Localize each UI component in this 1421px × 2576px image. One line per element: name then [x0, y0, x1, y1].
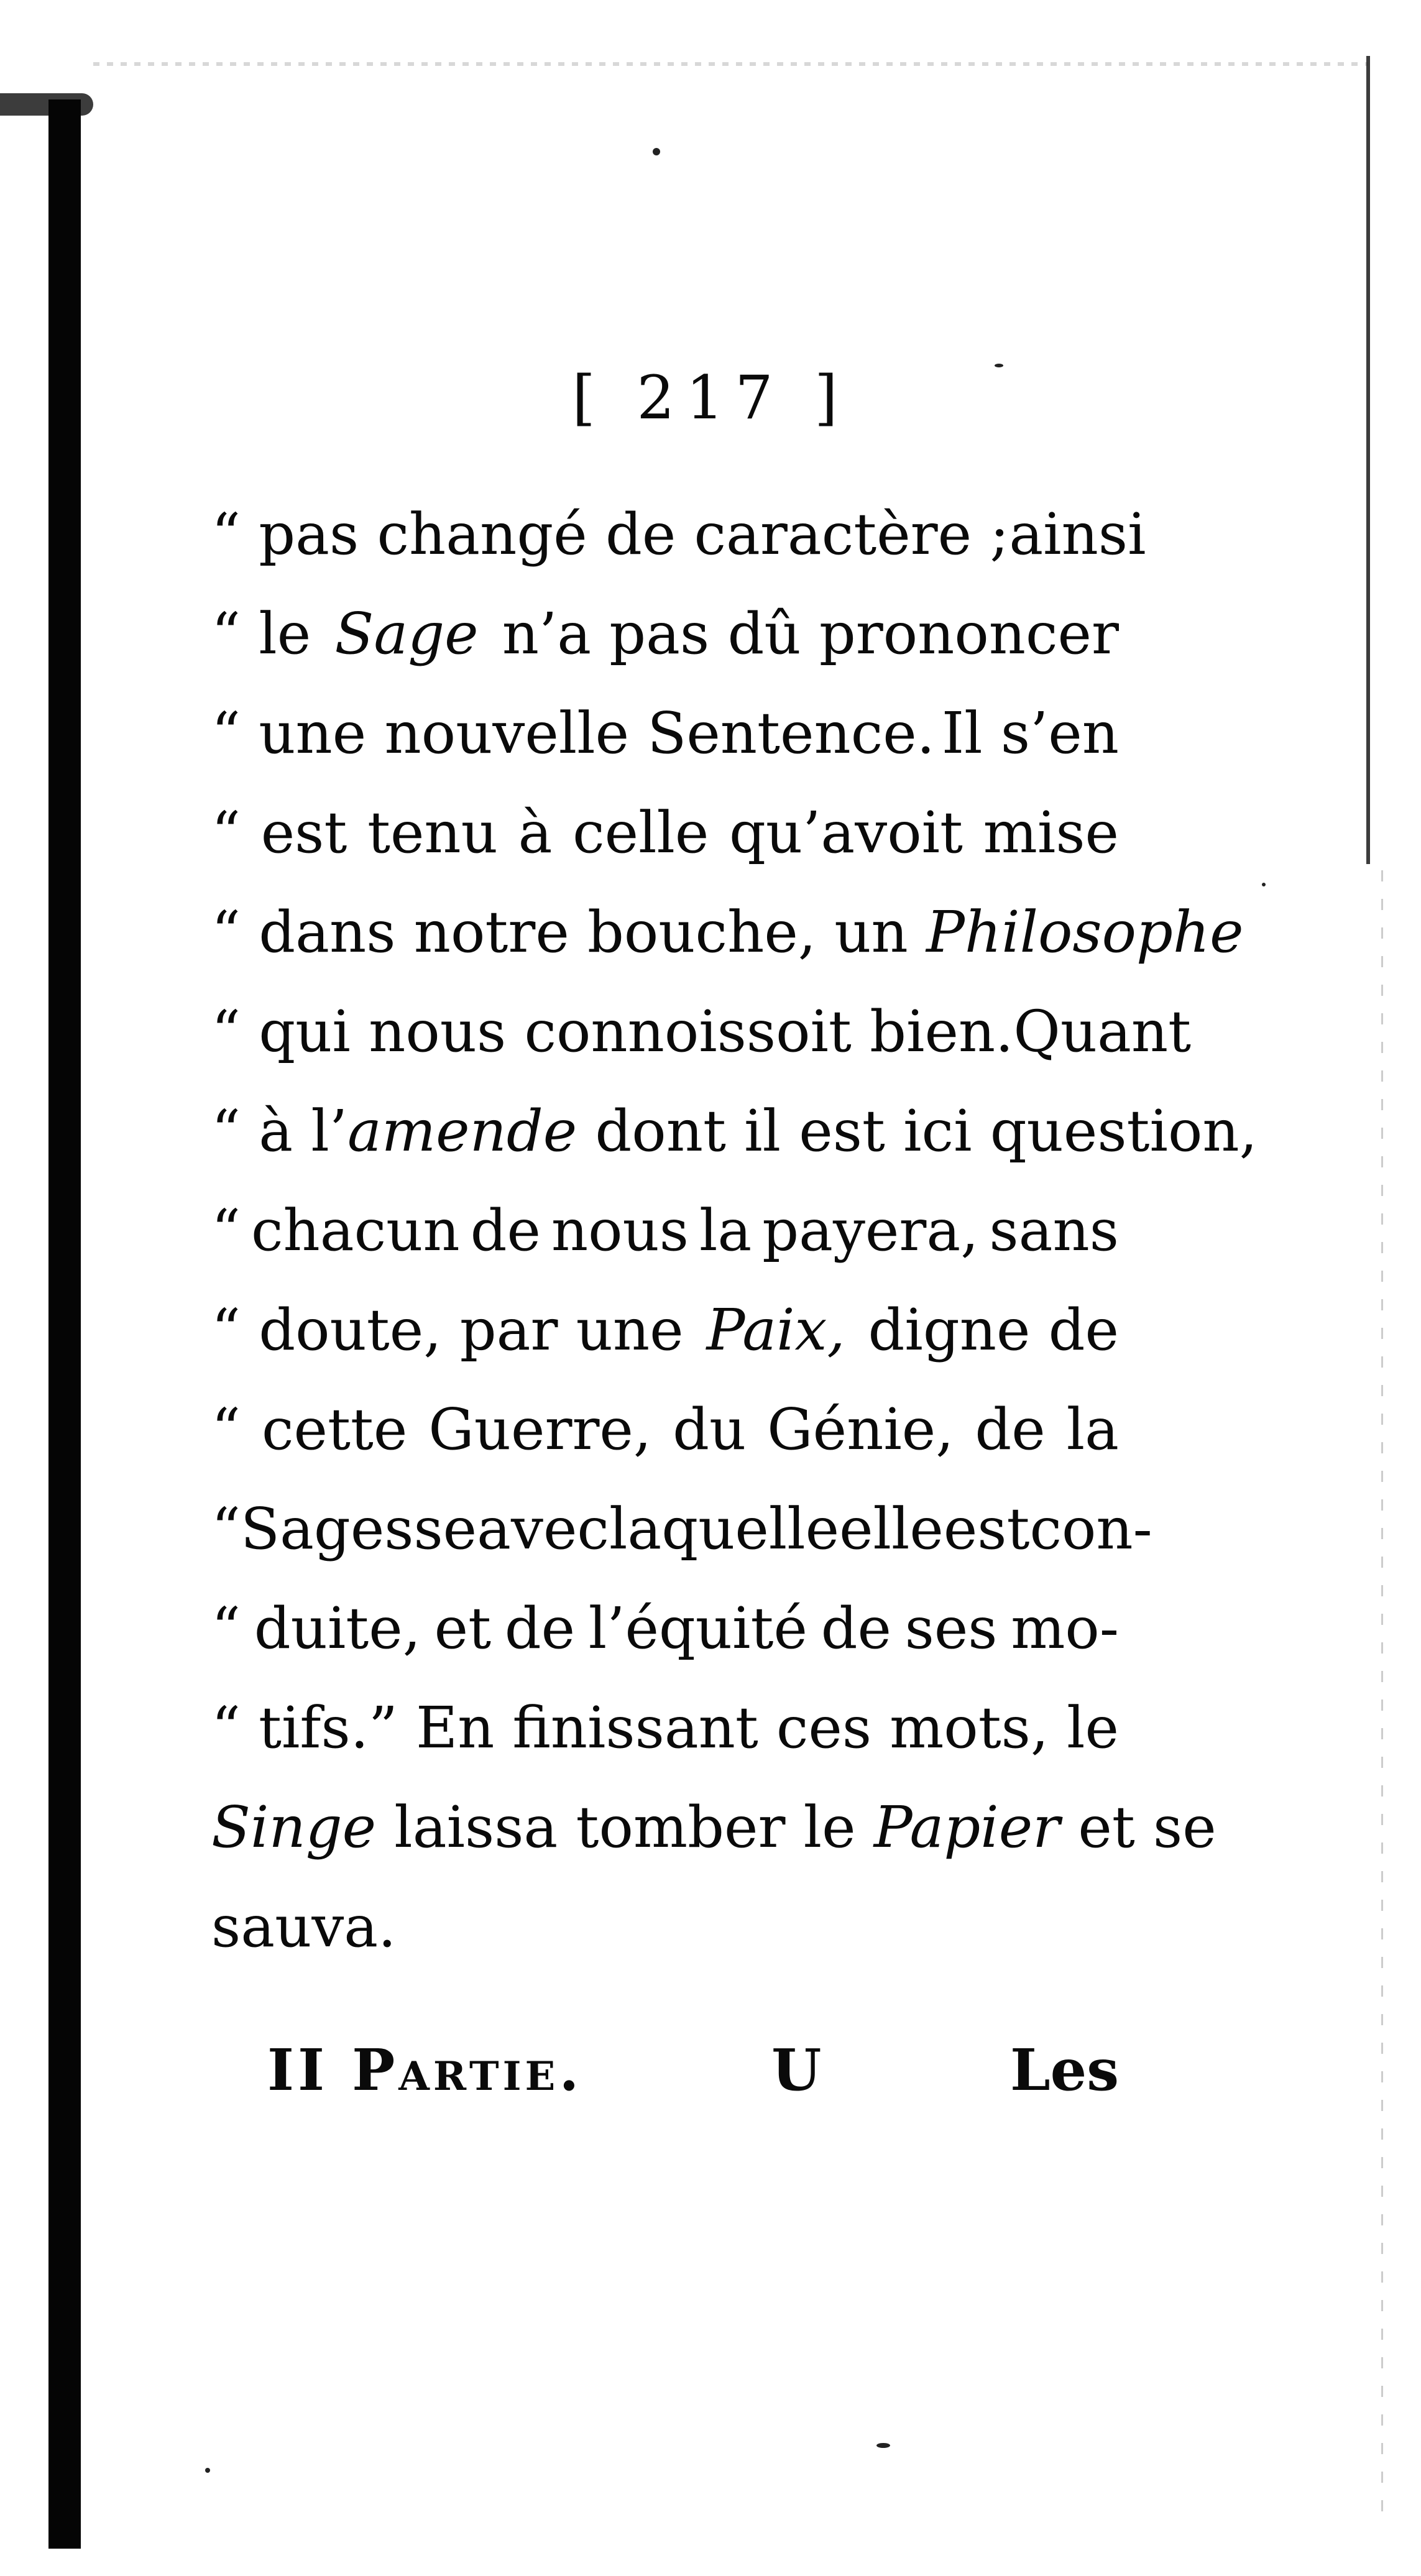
text-segment: [211, 1579, 1119, 1678]
word: cette: [261, 1396, 408, 1463]
word: “: [211, 1595, 241, 1662]
word: Sagesse: [241, 1496, 477, 1562]
word: “: [211, 1396, 241, 1463]
word: “: [211, 1197, 241, 1264]
text-segment: laissa tomber le: [376, 1794, 874, 1861]
word: la: [699, 1197, 752, 1264]
italic-word: amende: [347, 1098, 577, 1164]
text-segment: sauva.: [211, 1893, 397, 1960]
italic-word: Papier: [873, 1794, 1060, 1861]
word: tifs.”: [259, 1695, 398, 1761]
text-line: [211, 1579, 1119, 1678]
text-line: [211, 1181, 1119, 1281]
text-line: [211, 1678, 1119, 1778]
binding-shadow-bar: [48, 99, 81, 2549]
text-line: [211, 982, 1192, 1082]
text-line: [211, 1877, 1119, 1977]
scan-speck: [876, 2443, 890, 2448]
word: qu’avoit: [729, 799, 963, 866]
word: ces: [776, 1695, 872, 1761]
word: “: [211, 799, 241, 866]
text-segment: dont il est ici question,: [577, 1098, 1258, 1164]
word: mo-: [1011, 1595, 1119, 1662]
page-number: [ 217 ]: [572, 363, 849, 433]
text-segment: et se: [1060, 1794, 1216, 1861]
page-top-edge: [93, 62, 1368, 66]
text-segment: Quant: [1013, 998, 1192, 1065]
word: finissant: [512, 1695, 758, 1761]
word: tenu: [367, 799, 498, 866]
text-segment: “ dans notre bouche, un: [211, 899, 926, 965]
word: ses: [904, 1595, 998, 1662]
word: celle: [573, 799, 709, 866]
text-line: [211, 1380, 1119, 1479]
text-segment: n’a pas dû prononcer: [484, 600, 1119, 667]
footer-section-label: II Partie.: [267, 2036, 583, 2104]
text-segment: “ à l’: [211, 1098, 348, 1164]
scan-speck: [205, 2468, 210, 2473]
word: Génie,: [767, 1396, 954, 1463]
word: laquelle: [609, 1496, 840, 1562]
word: En: [415, 1695, 495, 1761]
word: chacun: [251, 1197, 460, 1264]
word: Guerre,: [428, 1396, 652, 1463]
word: l’équité: [588, 1595, 807, 1662]
scan-speck: [653, 148, 660, 155]
page-right-edge-lower: [1381, 870, 1383, 2518]
text-segment: [211, 1678, 1119, 1778]
italic-word: Philosophe: [926, 899, 1244, 965]
word: elle: [839, 1496, 944, 1562]
page-footer: [267, 2033, 1119, 2107]
text-line: [211, 1281, 1119, 1380]
word: mots,: [890, 1695, 1049, 1761]
word: le: [1067, 1695, 1119, 1761]
word: payera,: [762, 1197, 979, 1264]
word: sans: [989, 1197, 1119, 1264]
body-text: [211, 485, 1258, 1977]
text-segment: digne de: [850, 1297, 1119, 1363]
text-line: [211, 584, 1119, 684]
word: du: [673, 1396, 747, 1463]
text-segment: “ doute, par une: [211, 1297, 702, 1363]
text-line: [211, 883, 1244, 982]
text-segment: [211, 1181, 1119, 1281]
text-line: [211, 1082, 1258, 1181]
word: “: [211, 1695, 241, 1761]
scan-speck: [1262, 883, 1266, 886]
text-segment: ainsi: [1009, 501, 1146, 568]
word: avec: [477, 1496, 609, 1562]
word: duite,: [254, 1595, 421, 1662]
word: nous: [551, 1197, 689, 1264]
text-segment: “ pas changé de caractère ;: [211, 501, 1009, 568]
word: con-: [1029, 1496, 1152, 1562]
text-line: [211, 783, 1119, 883]
italic-word: Singe: [211, 1794, 377, 1861]
page-right-edge: [1366, 56, 1370, 864]
word: mise: [983, 799, 1119, 866]
text-segment: [211, 1380, 1119, 1479]
word: à: [518, 799, 553, 866]
text-line: [211, 485, 1146, 584]
word: de: [975, 1396, 1046, 1463]
text-segment: [211, 1479, 1152, 1579]
text-segment: Il s’en: [941, 700, 1119, 766]
word: de: [470, 1197, 541, 1264]
word: de: [504, 1595, 576, 1662]
text-line: [211, 1479, 1152, 1579]
text-segment: [211, 783, 1119, 883]
text-line: [211, 1778, 1216, 1877]
text-segment: “ le: [211, 600, 329, 667]
text-line: [211, 684, 1119, 783]
footer-catchword: Les: [1009, 2036, 1119, 2104]
text-segment: “ qui nous connoissoit bien.: [211, 998, 1014, 1065]
word: “: [211, 1496, 241, 1562]
word: la: [1066, 1396, 1119, 1463]
italic-word: Sage: [334, 600, 479, 667]
word: de: [821, 1595, 891, 1662]
word: et: [434, 1595, 492, 1662]
text-segment: “ une nouvelle Sentence.: [211, 700, 935, 766]
footer-signature-mark: U: [771, 2036, 822, 2104]
word: est: [260, 799, 347, 866]
italic-word: Paix,: [706, 1297, 845, 1363]
word: est: [943, 1496, 1030, 1562]
